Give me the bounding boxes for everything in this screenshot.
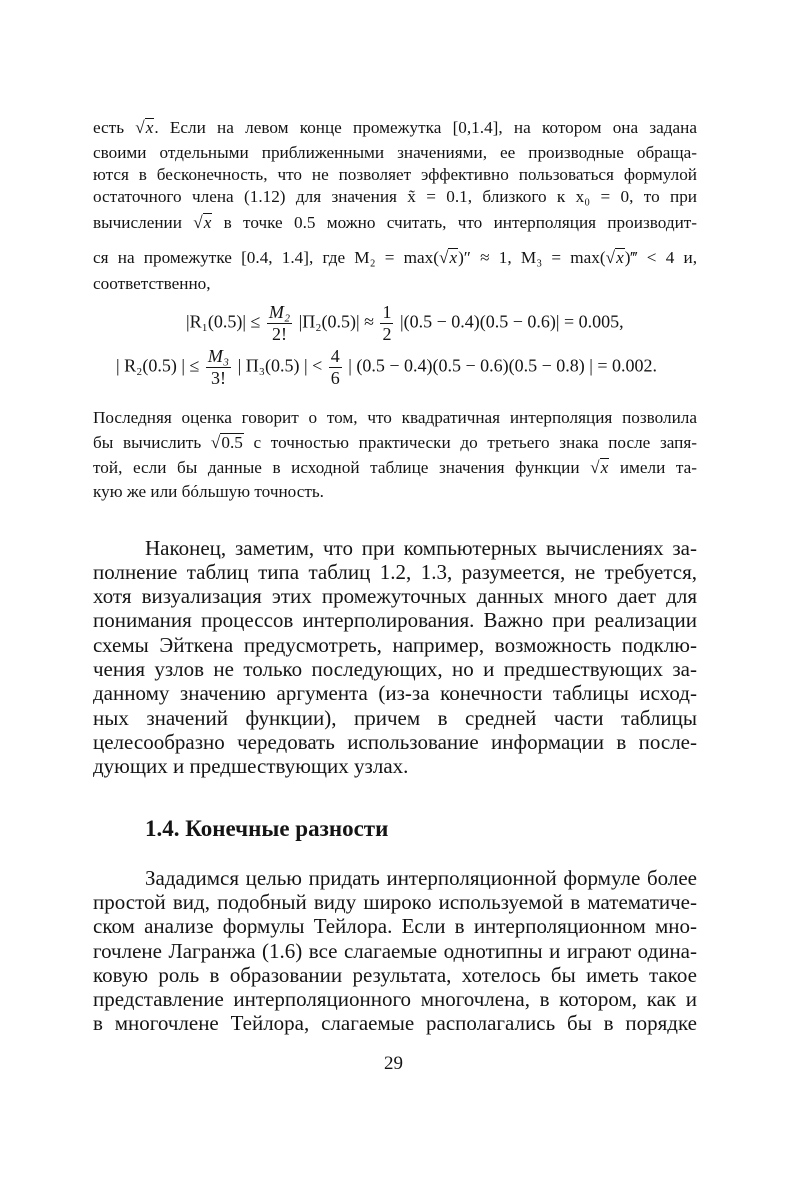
sqrt-expression: √x <box>590 458 609 477</box>
text-line: остаточного члена (1.12) для значения x̃ = 0.1, близкого к x₀ = 0, то при <box>93 187 697 206</box>
text-line: представление интерполяционного многочлена, в котором, как и <box>93 987 697 1011</box>
formula-remainder-r1 <box>186 302 624 344</box>
text-fragment: есть <box>93 118 136 137</box>
sqrt-expression: √x <box>605 248 624 267</box>
sqrt-expression: √x <box>135 118 154 137</box>
text-line: Наконец, заметим, что при компьютерных вычислениях за- <box>145 536 697 560</box>
text-line: ском анализе формулы Тейлора. Если в интерполяционном мно- <box>93 914 697 938</box>
formula-rhs: | (0.5 − 0.4)(0.5 − 0.6)(0.5 − 0.8) | = 0.002. <box>348 355 658 376</box>
section-heading: 1.4. Конечные разности <box>145 816 389 841</box>
text-line <box>93 213 697 233</box>
text-fragment: в точке 0.5 можно считать, что интерполяция производит- <box>212 213 698 232</box>
text-line: Последняя оценка говорит о том, что квадратичная интерполяция позволила <box>93 408 697 427</box>
text-line: дующих и предшествующих узлах. <box>93 754 409 778</box>
radicand: x <box>600 458 609 477</box>
fraction <box>206 346 231 388</box>
text-line <box>93 458 697 478</box>
radicand: 0.5 <box>221 433 243 452</box>
radicand: x <box>145 118 154 137</box>
fraction <box>380 302 393 344</box>
text-fragment: имели та- <box>609 458 697 477</box>
text-fragment: ся на промежутке [0.4, 1.4], где M₂ = max( <box>93 248 439 267</box>
text-line: простой вид, подобный виду широко используемой в математиче- <box>93 890 697 914</box>
text-line <box>93 118 697 138</box>
text-line: данному значению аргумента (из-за конечности таблицы исход- <box>93 681 697 705</box>
radicand: x <box>616 248 624 267</box>
text-line: своими отдельными приближенными значениями, ее производные обраща- <box>93 143 697 162</box>
radicand: x <box>449 248 458 267</box>
formula-middle: | Π₃(0.5) | < <box>237 355 323 376</box>
fraction-numerator: 1 <box>382 302 392 322</box>
text-line: схемы Эйткена предусмотреть, например, возможность подклю- <box>93 633 697 657</box>
radicand: x <box>203 213 212 232</box>
page-number: 29 <box>384 1053 403 1074</box>
text-fragment: бы вычислить <box>93 433 211 452</box>
fraction-numerator: M₂ <box>268 302 291 322</box>
text-fragment: с точностью практически до третьего знака после запя- <box>243 433 697 452</box>
fraction-denominator: 2 <box>382 323 392 344</box>
text-fragment: той, если бы данные в исходной таблице значения функции <box>93 458 591 477</box>
text-line: в многочлене Тейлора, слагаемые располагались бы в порядке <box>93 1011 697 1035</box>
fraction-denominator: 6 <box>330 367 340 388</box>
text-line <box>93 433 697 453</box>
text-line: соответственно, <box>93 274 211 293</box>
text-fragment: )″ ≈ 1, M₃ = max( <box>458 248 606 267</box>
sqrt-expression: √x <box>439 248 458 267</box>
text-fragment: . Если на левом конце промежутка [0,1.4], на котором она задана <box>154 118 697 137</box>
text-line: чения узлов не только последующих, но и предшествующих за- <box>93 657 697 681</box>
sqrt-expression: √x <box>193 213 212 232</box>
formula-remainder-r2 <box>116 346 657 388</box>
fraction-denominator: 3! <box>210 367 226 388</box>
fraction <box>267 302 292 344</box>
text-line <box>93 248 697 268</box>
text-line: полнение таблиц типа таблиц 1.2, 1.3, разумеется, не требуется, <box>93 560 697 584</box>
text-line: понимания процессов интерполирования. Важно при реализации <box>93 608 697 632</box>
text-line: ковую роль в образовании результата, хотелось бы иметь такое <box>93 963 697 987</box>
formula-rhs: |(0.5 − 0.4)(0.5 − 0.6)| = 0.005, <box>399 311 624 332</box>
fraction <box>329 346 342 388</box>
formula-lhs: |R₁(0.5)| ≤ <box>186 311 261 332</box>
text-line: ных значений функции), причем в средней части таблицы <box>93 706 697 730</box>
fraction-denominator: 2! <box>271 323 287 344</box>
text-line: целесообразно чередовать использование информации в после- <box>93 730 697 754</box>
text-line: ются в бесконечность, что не позволяет эффективно пользоваться формулой <box>93 165 697 184</box>
fraction-numerator: M₃ <box>207 346 230 366</box>
text-fragment: )‴ < 4 и, <box>624 248 697 267</box>
text-line: гочлене Лагранжа (1.6) все слагаемые однотипны и играют одина- <box>93 939 697 963</box>
sqrt-expression: √0.5 <box>210 433 243 452</box>
formula-middle: |Π₂(0.5)| ≈ <box>298 311 374 332</box>
formula-lhs: | R₂(0.5) | ≤ <box>116 355 200 376</box>
text-line: кую же или бóльшую точность. <box>93 482 324 501</box>
text-line: Зададимся целью придать интерполяционной формуле более <box>145 866 697 890</box>
text-line: хотя визуализация этих промежуточных данных много дает для <box>93 584 697 608</box>
text-fragment: вычислении <box>93 213 194 232</box>
fraction-numerator: 4 <box>330 346 340 366</box>
